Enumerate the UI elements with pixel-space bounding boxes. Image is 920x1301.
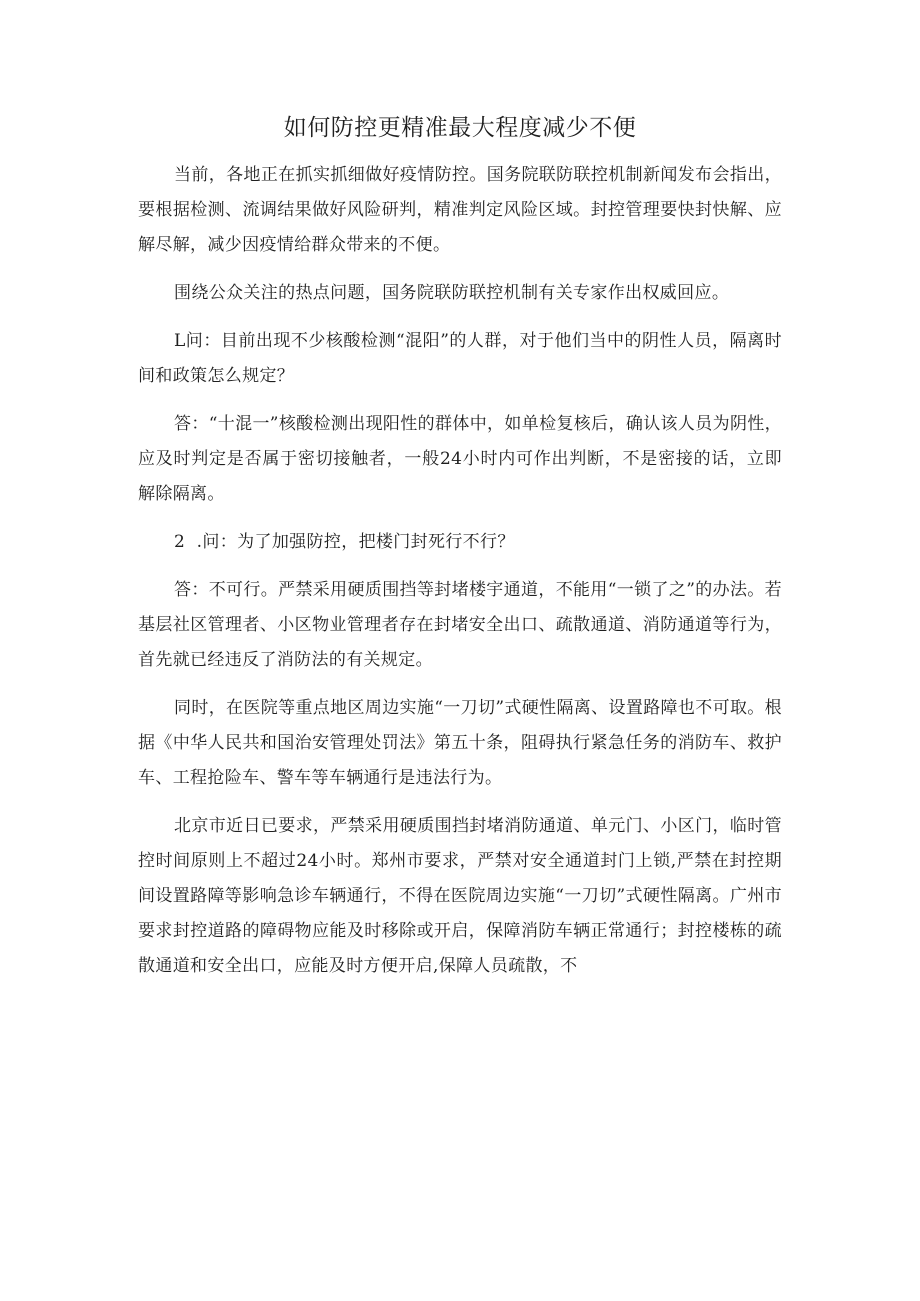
paragraph-answer-1: 答：“十混一”核酸检测出现阳性的群体中，如单检复核后，确认该人员为阴性，应及时判定是否属于密切接触者，一般24小时内可作出判断，不是密接的话，立即解除隔离。 (138, 414, 782, 504)
paragraph-city-requirements: 北京市近日已要求，严禁采用硬质围挡封堵消防通道、单元门、小区门，临时管控时间原则上不超过24小时。郑州市要求，严禁对安全通道封门上锁,严禁在封控期间设置路障等影响急诊车辆通行，不得在医院周边实施“一刀切”式硬性隔离。广州市要求封控道路的障碍物应能及时移除或开启，保障消防车辆正常通行；封控楼栋的疏散通道和安全出口，应能及时方便开启,保障人员疏散，不 (138, 816, 782, 976)
paragraph-answer-2: 答：不可行。严禁采用硬质围挡等封堵楼宇通道，不能用“一锁了之”的办法。若基层社区管理者、小区物业管理者存在封堵安全出口、疏散通道、消防通道等行为，首先就已经违反了消防法的有关规定。 (138, 580, 782, 670)
paragraph-expert-response: 围绕公众关注的热点问题，国务院联防联控机制有关专家作出权威回应。 (174, 283, 730, 303)
paragraph-intro: 当前，各地正在抓实抓细做好疫情防控。国务院联防联控机制新闻发布会指出，要根据检测、流调结果做好风险研判，精准判定风险区域。封控管理要快封快解、应解尽解，减少因疫情给群众带来的不便。 (138, 165, 782, 255)
paragraph-question-2: 2 .问：为了加强防控，把楼门封死行不行？ (174, 532, 515, 552)
paragraph-hospital-isolation: 同时，在医院等重点地区周边实施“一刀切”式硬性隔离、设置路障也不可取。根据《中华人民共和国治安管理处罚法》第五十条，阻碍执行紧急任务的消防车、救护车、工程抢险车、警车等车辆通行是违法行为。 (138, 698, 782, 788)
paragraph-question-1: L问：目前出现不少核酸检测“混阳”的人群，对于他们当中的阴性人员，隔离时间和政策怎么规定？ (138, 331, 782, 386)
document-body (138, 158, 782, 997)
document-title: 如何防控更精准最大程度减少不便 (283, 115, 637, 141)
